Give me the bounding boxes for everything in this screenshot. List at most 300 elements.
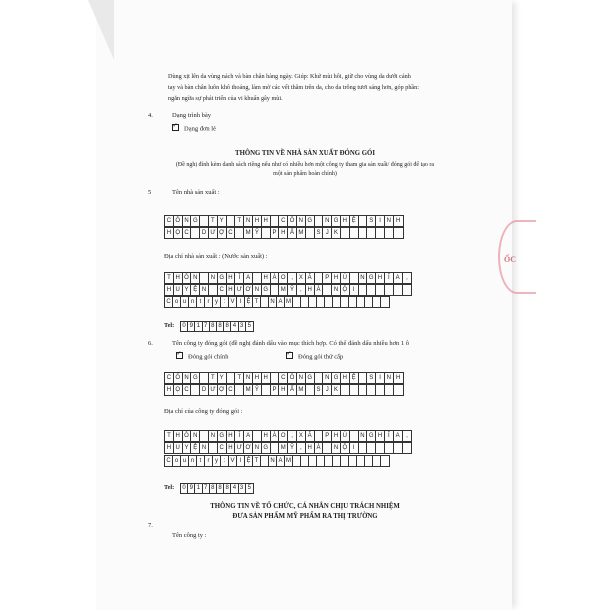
grid-cell: , bbox=[288, 273, 297, 283]
grid-cell: D bbox=[200, 228, 209, 238]
packager-country-grid[interactable] bbox=[164, 455, 390, 467]
packager-tel-label: Tel: bbox=[164, 484, 175, 491]
single-form-label: Dạng đơn lẻ bbox=[184, 125, 216, 133]
grid-cell bbox=[341, 385, 350, 395]
grid-cell bbox=[306, 228, 315, 238]
grid-cell: t bbox=[197, 297, 205, 307]
grid-cell bbox=[394, 385, 403, 395]
grid-cell: Ô bbox=[288, 216, 297, 226]
grid-cell: H bbox=[332, 273, 341, 283]
grid-cell: o bbox=[173, 456, 181, 466]
grid-cell: Ộ bbox=[341, 443, 350, 453]
grid-cell: M bbox=[286, 299, 291, 305]
grid-cell: 5 bbox=[247, 323, 251, 329]
grid-cell bbox=[200, 216, 209, 226]
grid-cell: H bbox=[395, 375, 401, 381]
grid-cell: Ô bbox=[288, 373, 297, 383]
grid-cell: H bbox=[227, 443, 236, 453]
grid-cell: Ư bbox=[209, 385, 218, 395]
section-6-number: 6. bbox=[148, 340, 153, 347]
secondary-packaging-checkbox[interactable] bbox=[286, 352, 293, 359]
grid-cell: Y bbox=[218, 373, 227, 383]
grid-cell: 4 bbox=[231, 322, 238, 331]
packager-address-grid-row-2[interactable] bbox=[164, 442, 412, 454]
packager-name-grid-row-2[interactable] bbox=[164, 384, 404, 396]
grid-cell bbox=[385, 285, 394, 295]
grid-cell bbox=[385, 228, 394, 238]
grid-cell: N bbox=[253, 443, 262, 453]
grid-cell bbox=[200, 373, 209, 383]
grid-cell: D bbox=[200, 385, 209, 395]
grid-cell bbox=[325, 297, 333, 307]
grid-cell: , bbox=[406, 433, 408, 439]
grid-cell: H bbox=[253, 216, 262, 226]
grid-cell: S bbox=[367, 373, 376, 383]
grid-cell: Ệ bbox=[191, 285, 200, 295]
single-form-checkbox[interactable] bbox=[172, 124, 179, 131]
section-7-number: 7. bbox=[148, 522, 153, 529]
grid-cell: Ẩ bbox=[288, 385, 297, 395]
grid-cell bbox=[227, 216, 236, 226]
grid-cell bbox=[323, 443, 332, 453]
grid-cell bbox=[403, 285, 412, 295]
grid-cell bbox=[376, 285, 385, 295]
grid-cell: I bbox=[237, 456, 245, 466]
grid-cell: Ĩ bbox=[235, 273, 244, 283]
grid-cell: H bbox=[376, 431, 385, 441]
grid-cell: 4 bbox=[231, 484, 238, 493]
grid-cell: M bbox=[279, 285, 288, 295]
grid-cell bbox=[365, 297, 373, 307]
packager-label: Tên công ty đóng gói (đề nghị đánh dấu vào mục thích hợp. Có thể đánh dấu nhiều hơn 1 ô bbox=[172, 340, 410, 347]
grid-cell: u bbox=[181, 297, 189, 307]
grid-cell: J bbox=[323, 228, 332, 238]
grid-cell: N bbox=[183, 216, 192, 226]
grid-cell: H bbox=[253, 373, 262, 383]
manufacturer-address-label: Địa chỉ nhà sản xuất : (Nước sản xuất) : bbox=[164, 253, 268, 260]
grid-cell: X bbox=[297, 273, 306, 283]
grid-cell: O bbox=[279, 273, 288, 283]
grid-cell bbox=[373, 456, 381, 466]
grid-cell: M bbox=[297, 385, 306, 395]
grid-cell: Ỹ bbox=[288, 443, 297, 453]
grid-cell: N bbox=[323, 373, 332, 383]
grid-cell: y bbox=[213, 297, 221, 307]
grid-cell bbox=[253, 431, 262, 441]
grid-cell bbox=[323, 285, 332, 295]
grid-cell: Ư bbox=[235, 443, 244, 453]
grid-cell: 7 bbox=[203, 322, 210, 331]
grid-cell: Ĩ bbox=[385, 431, 394, 441]
grid-cell: A bbox=[277, 456, 285, 466]
grid-cell bbox=[333, 456, 341, 466]
grid-cell: G bbox=[262, 285, 271, 295]
grid-cell: N bbox=[297, 216, 306, 226]
manufacturer-name-grid-row-2[interactable] bbox=[164, 227, 404, 239]
single-form-option[interactable] bbox=[172, 124, 216, 133]
grid-cell: N bbox=[244, 373, 253, 383]
grid-cell: T bbox=[235, 216, 244, 226]
grid-cell bbox=[261, 297, 269, 307]
grid-cell: C bbox=[218, 443, 227, 453]
grid-cell bbox=[315, 273, 324, 283]
grid-cell bbox=[357, 297, 365, 307]
grid-cell: 7 bbox=[203, 484, 210, 493]
grid-cell: Ã bbox=[306, 273, 315, 283]
manufacturer-country-grid[interactable] bbox=[164, 296, 390, 308]
grid-cell bbox=[365, 456, 373, 466]
grid-cell bbox=[309, 297, 317, 307]
grid-cell: 8 bbox=[224, 484, 231, 493]
grid-cell: Ọ bbox=[174, 228, 183, 238]
grid-cell bbox=[271, 216, 280, 226]
grid-cell bbox=[394, 443, 403, 453]
grid-cell: H bbox=[376, 273, 385, 283]
packager-address-label: Địa chỉ của công ty đóng gói : bbox=[164, 408, 243, 415]
grid-cell: M bbox=[297, 228, 306, 238]
grid-cell: , bbox=[297, 285, 306, 295]
grid-cell: À bbox=[315, 443, 324, 453]
grid-cell: C bbox=[165, 297, 173, 307]
grid-cell: Ỹ bbox=[288, 285, 297, 295]
grid-cell: 0 bbox=[181, 322, 188, 331]
primary-packaging-checkbox[interactable] bbox=[176, 352, 183, 359]
grid-cell: H bbox=[165, 385, 174, 395]
grid-cell: A bbox=[394, 273, 403, 283]
grid-cell: 1 bbox=[195, 484, 202, 493]
grid-cell: H bbox=[332, 431, 341, 441]
grid-cell: N bbox=[332, 443, 341, 453]
grid-cell: Ỹ bbox=[253, 385, 262, 395]
grid-cell bbox=[367, 285, 376, 295]
grid-cell: T bbox=[235, 373, 244, 383]
grid-cell: G bbox=[367, 273, 376, 283]
grid-cell: K bbox=[332, 385, 341, 395]
grid-cell bbox=[261, 456, 269, 466]
grid-cell: H bbox=[279, 385, 288, 395]
grid-cell: H bbox=[165, 285, 174, 295]
grid-cell: N bbox=[200, 285, 209, 295]
grid-cell: N bbox=[385, 373, 394, 383]
grid-cell: N bbox=[269, 297, 277, 307]
grid-cell bbox=[293, 297, 301, 307]
grid-cell bbox=[293, 456, 301, 466]
grid-cell: 0 bbox=[181, 484, 188, 493]
grid-cell bbox=[191, 385, 200, 395]
grid-cell: I bbox=[237, 297, 245, 307]
grid-cell bbox=[349, 456, 357, 466]
grid-cell: A bbox=[277, 297, 285, 307]
grid-cell: V bbox=[229, 297, 237, 307]
grid-cell bbox=[271, 285, 280, 295]
grid-cell bbox=[367, 443, 376, 453]
grid-cell: y bbox=[213, 456, 221, 466]
grid-cell bbox=[341, 456, 349, 466]
grid-cell: T bbox=[253, 297, 261, 307]
grid-cell bbox=[350, 431, 359, 441]
grid-cell: Ệ bbox=[350, 373, 359, 383]
grid-cell: G bbox=[306, 216, 315, 226]
grid-cell: Ô bbox=[183, 273, 192, 283]
grid-cell: Ọ bbox=[174, 385, 183, 395]
grid-cell: n bbox=[189, 456, 197, 466]
section-4-number: 4. bbox=[148, 112, 153, 119]
grid-cell: 8 bbox=[217, 484, 224, 493]
grid-cell: N bbox=[183, 373, 192, 383]
grid-cell bbox=[315, 216, 324, 226]
grid-cell: V bbox=[229, 456, 237, 466]
grid-cell: C bbox=[279, 216, 288, 226]
grid-cell: Ẩ bbox=[288, 228, 297, 238]
grid-cell: Ợ bbox=[218, 228, 227, 238]
grid-cell bbox=[315, 373, 324, 383]
grid-cell: H bbox=[341, 216, 350, 226]
manufacturer-title: THÔNG TIN VỀ NHÀ SẢN XUẤT ĐÓNG GÓI bbox=[235, 150, 375, 157]
manufacturer-name-grid-row-1[interactable] bbox=[164, 215, 404, 227]
grid-cell: Ơ bbox=[244, 443, 253, 453]
grid-cell: I bbox=[376, 216, 385, 226]
intro-line-1: Dùng xịt lên da vùng nách và bàn chân hàng ngày. Giúp: Khử mùi hôi, giữ cho vùng da dưới cánh bbox=[168, 73, 411, 80]
grid-cell: Ô bbox=[183, 431, 192, 441]
grid-cell: Ô bbox=[174, 373, 183, 383]
grid-cell: C bbox=[165, 373, 174, 383]
grid-cell: À bbox=[315, 285, 324, 295]
grid-cell: H bbox=[262, 373, 271, 383]
grid-cell: H bbox=[165, 443, 174, 453]
grid-cell: T bbox=[253, 456, 261, 466]
grid-cell: H bbox=[262, 431, 271, 441]
stamp-text: ỐC bbox=[504, 255, 516, 264]
grid-cell bbox=[317, 297, 325, 307]
manufacturer-subtitle-1: (Đề nghị đính kèm danh sách riêng nếu như có nhiều hơn một công ty tham gia sản xuất/ đóng gói để tạo ra bbox=[175, 162, 435, 168]
grid-cell: 9 bbox=[188, 322, 195, 331]
grid-cell: Ư bbox=[209, 228, 218, 238]
grid-cell: X bbox=[297, 431, 306, 441]
grid-cell: Ô bbox=[174, 216, 183, 226]
grid-cell: N bbox=[359, 431, 368, 441]
grid-cell: H bbox=[165, 228, 174, 238]
grid-cell: H bbox=[306, 443, 315, 453]
grid-cell: P bbox=[271, 228, 280, 238]
grid-cell bbox=[271, 373, 280, 383]
section-4-label: Dạng trình bày bbox=[172, 112, 211, 119]
grid-cell bbox=[359, 373, 368, 383]
grid-cell: À bbox=[271, 273, 280, 283]
grid-cell: Ệ bbox=[350, 216, 359, 226]
grid-cell bbox=[359, 228, 368, 238]
grid-cell: T bbox=[209, 373, 218, 383]
grid-cell bbox=[403, 443, 412, 453]
grid-cell: G bbox=[367, 431, 376, 441]
grid-cell: C bbox=[218, 285, 227, 295]
grid-cell: : bbox=[221, 297, 229, 307]
grid-cell: Y bbox=[218, 216, 227, 226]
grid-cell: Ệ bbox=[191, 443, 200, 453]
grid-cell bbox=[359, 385, 368, 395]
manufacturer-tel-label: Tel: bbox=[164, 322, 175, 329]
grid-cell: N bbox=[209, 431, 218, 441]
grid-cell: 3 bbox=[239, 322, 246, 331]
grid-cell: S bbox=[315, 228, 324, 238]
grid-cell: Ư bbox=[235, 285, 244, 295]
grid-cell: T bbox=[165, 431, 174, 441]
intro-line-3: ngăn ngừa sự phát triển của vi khuẩn gây mùi. bbox=[168, 95, 283, 102]
grid-cell: G bbox=[218, 431, 227, 441]
grid-cell: C bbox=[227, 385, 236, 395]
grid-cell: o bbox=[173, 297, 181, 307]
grid-cell: H bbox=[174, 273, 183, 283]
grid-cell bbox=[235, 385, 244, 395]
packager-address-grid-row-1[interactable] bbox=[164, 430, 412, 442]
grid-cell: O bbox=[279, 431, 288, 441]
grid-cell bbox=[341, 228, 350, 238]
grid-cell: G bbox=[218, 273, 227, 283]
grid-cell: N bbox=[297, 373, 306, 383]
grid-cell: T bbox=[165, 273, 174, 283]
grid-cell bbox=[235, 228, 244, 238]
grid-cell: 8 bbox=[224, 322, 231, 331]
grid-cell: H bbox=[262, 216, 271, 226]
grid-cell: P bbox=[323, 273, 332, 283]
packager-name-grid-row-1[interactable] bbox=[164, 372, 404, 384]
grid-cell: I bbox=[350, 443, 359, 453]
grid-cell bbox=[301, 456, 309, 466]
secondary-packaging-label: Đóng gói thứ cấp bbox=[298, 353, 344, 361]
grid-cell: N bbox=[359, 273, 368, 283]
grid-cell bbox=[359, 216, 368, 226]
grid-cell: Ộ bbox=[341, 285, 350, 295]
grid-cell: P bbox=[271, 385, 280, 395]
grid-cell bbox=[271, 443, 280, 453]
grid-cell: 1 bbox=[195, 322, 202, 331]
grid-cell: Ú bbox=[341, 273, 350, 283]
grid-cell: M bbox=[244, 385, 253, 395]
grid-cell: 8 bbox=[210, 322, 217, 331]
grid-cell: Ơ bbox=[244, 285, 253, 295]
grid-cell: G bbox=[191, 216, 200, 226]
grid-cell: H bbox=[174, 431, 183, 441]
primary-packaging-option[interactable] bbox=[176, 352, 228, 361]
manufacturer-tel-grid[interactable] bbox=[180, 321, 254, 332]
grid-cell bbox=[306, 385, 315, 395]
grid-cell: H bbox=[341, 373, 350, 383]
grid-cell bbox=[341, 297, 349, 307]
grid-cell: Ệ bbox=[245, 456, 253, 466]
grid-cell bbox=[325, 456, 333, 466]
grid-cell bbox=[227, 373, 236, 383]
grid-cell: Ú bbox=[341, 431, 350, 441]
grid-cell: n bbox=[189, 297, 197, 307]
grid-cell: C bbox=[165, 216, 174, 226]
grid-cell: H bbox=[395, 218, 401, 224]
grid-cell bbox=[317, 456, 325, 466]
grid-cell: H bbox=[262, 273, 271, 283]
secondary-packaging-option[interactable] bbox=[286, 352, 343, 361]
grid-cell: G bbox=[332, 216, 341, 226]
grid-cell: , bbox=[288, 431, 297, 441]
grid-cell: N bbox=[200, 443, 209, 453]
grid-cell bbox=[200, 431, 209, 441]
grid-cell bbox=[367, 228, 376, 238]
grid-cell bbox=[350, 273, 359, 283]
grid-cell: 5 bbox=[247, 485, 251, 491]
grid-cell bbox=[394, 285, 403, 295]
responsible-title-2: ĐƯA SẢN PHẨM MỸ PHẨM RA THỊ TRƯỜNG bbox=[232, 513, 378, 520]
grid-cell: Y bbox=[183, 285, 192, 295]
grid-cell: 3 bbox=[239, 484, 246, 493]
grid-cell bbox=[333, 297, 341, 307]
grid-cell: u bbox=[181, 456, 189, 466]
grid-cell: U bbox=[174, 285, 183, 295]
manufacturer-address-grid-row-1[interactable] bbox=[164, 272, 412, 284]
grid-cell: T bbox=[209, 216, 218, 226]
grid-cell bbox=[359, 443, 368, 453]
page-fold bbox=[88, 0, 114, 60]
grid-cell bbox=[209, 443, 218, 453]
grid-cell bbox=[315, 431, 324, 441]
grid-cell: G bbox=[262, 443, 271, 453]
grid-cell: H bbox=[227, 431, 236, 441]
intro-line-2: tay và bàn chân luôn khô thoáng, làm mờ các vết thâm trên da, cho da trông tươi sáng hơn, góp phần: bbox=[168, 84, 419, 91]
grid-cell: G bbox=[191, 373, 200, 383]
grid-cell bbox=[253, 273, 262, 283]
grid-cell bbox=[385, 385, 394, 395]
grid-cell: , bbox=[406, 275, 408, 281]
grid-cell: 8 bbox=[210, 484, 217, 493]
grid-cell bbox=[376, 443, 385, 453]
grid-cell bbox=[350, 228, 359, 238]
packager-tel-grid[interactable] bbox=[180, 483, 254, 494]
grid-cell: , bbox=[297, 443, 306, 453]
grid-cell bbox=[349, 297, 357, 307]
grid-cell bbox=[200, 273, 209, 283]
grid-cell: Y bbox=[183, 443, 192, 453]
grid-cell: 9 bbox=[188, 484, 195, 493]
grid-cell: Ĩ bbox=[235, 431, 244, 441]
grid-cell: K bbox=[332, 228, 341, 238]
grid-cell: t bbox=[197, 456, 205, 466]
grid-cell bbox=[262, 385, 271, 395]
grid-cell bbox=[309, 456, 317, 466]
grid-cell: À bbox=[271, 431, 280, 441]
grid-cell: N bbox=[191, 273, 200, 283]
grid-cell bbox=[385, 443, 394, 453]
manufacturer-address-grid-row-2[interactable] bbox=[164, 284, 412, 296]
grid-cell bbox=[367, 385, 376, 395]
grid-cell: Ĩ bbox=[385, 273, 394, 283]
grid-cell bbox=[357, 456, 365, 466]
grid-cell bbox=[381, 456, 389, 466]
grid-cell bbox=[359, 285, 368, 295]
grid-cell: A bbox=[244, 431, 253, 441]
grid-cell bbox=[376, 385, 385, 395]
grid-cell: : bbox=[221, 456, 229, 466]
grid-cell bbox=[381, 297, 389, 307]
manufacturer-subtitle-2: một sản phẩm hoàn chỉnh) bbox=[273, 171, 337, 177]
company-name-label: Tên công ty : bbox=[172, 532, 207, 539]
grid-cell: N bbox=[209, 273, 218, 283]
grid-cell bbox=[394, 228, 403, 238]
manufacturer-name-label: Tên nhà sản xuất : bbox=[172, 189, 220, 196]
grid-cell: J bbox=[323, 385, 332, 395]
grid-cell: M bbox=[279, 443, 288, 453]
grid-cell: N bbox=[244, 216, 253, 226]
grid-cell: N bbox=[323, 216, 332, 226]
grid-cell: S bbox=[315, 385, 324, 395]
grid-cell: H bbox=[227, 285, 236, 295]
grid-cell: r bbox=[205, 456, 213, 466]
grid-cell bbox=[209, 285, 218, 295]
